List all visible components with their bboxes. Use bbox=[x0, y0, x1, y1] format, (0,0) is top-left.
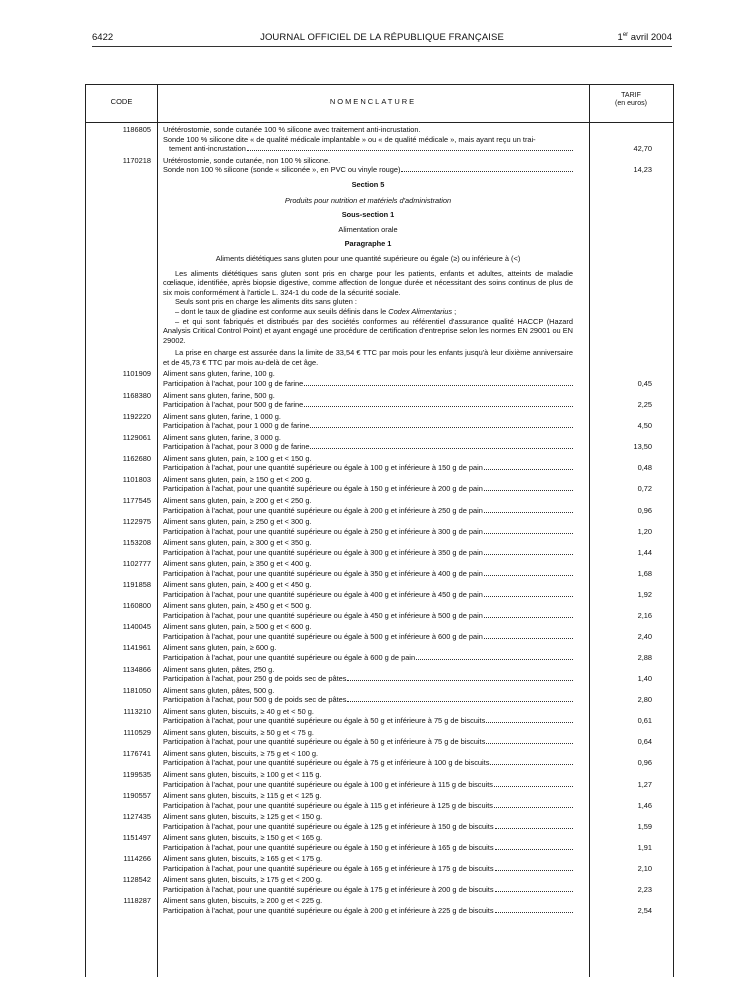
row-line: Urétérostomie, sonde cutanée, non 100 % silicone. bbox=[163, 155, 331, 165]
row-code: 1114266 bbox=[123, 854, 151, 864]
row-price: 2,80 bbox=[637, 695, 652, 705]
table-row bbox=[86, 665, 673, 684]
row-price: 0,64 bbox=[637, 737, 652, 747]
row-code: 1113210 bbox=[123, 706, 151, 716]
tariff-table bbox=[85, 84, 674, 977]
row-price: 1,40 bbox=[637, 674, 652, 684]
table-row bbox=[86, 791, 673, 810]
table-row bbox=[86, 559, 673, 578]
row-price: 14,23 bbox=[633, 165, 652, 175]
header-tarif: TARIF (en euros) bbox=[615, 92, 647, 107]
row-line: Participation à l'achat, pour une quantité supérieure ou égale à 500 g et inférieure à 600 g de pain bbox=[163, 632, 483, 641]
header-code: CODE bbox=[110, 97, 133, 106]
row-code: 1151497 bbox=[122, 833, 151, 843]
table-row bbox=[86, 622, 673, 641]
row-line: Participation à l'achat, pour 250 g de poids sec de pâtes bbox=[163, 674, 347, 684]
row-code: 1153208 bbox=[122, 538, 151, 548]
row-line: Participation à l'achat, pour une quantité supérieure ou égale à 50 g et inférieure à 75 g de biscuits bbox=[163, 737, 486, 747]
table-row bbox=[86, 749, 673, 768]
row-line: Participation à l'achat, pour une quantité supérieure ou égale à 50 g et inférieure à 75 g de biscuits bbox=[163, 716, 486, 726]
row-line: Aliment sans gluten, pain, ≥ 400 g et < 450 g. bbox=[163, 580, 312, 590]
row-code: 1129061 bbox=[122, 432, 151, 442]
row-line: Aliment sans gluten, biscuits, ≥ 165 g et < 175 g. bbox=[163, 854, 323, 864]
table-row bbox=[86, 580, 673, 599]
issue-date: 1er avril 2004 bbox=[617, 32, 672, 44]
row-line: Participation à l'achat, pour une quantité supérieure ou égale à 150 g et inférieure à 200 g de pain bbox=[163, 484, 483, 494]
paragraph-title: Paragraphe 1 bbox=[344, 239, 392, 249]
row-price: 1,92 bbox=[637, 589, 652, 599]
table-row bbox=[86, 538, 673, 557]
table-row bbox=[86, 156, 673, 175]
table-row bbox=[86, 496, 673, 515]
row-code: 1170218 bbox=[122, 155, 151, 165]
paragraph-subtitle: Aliments diététiques sans gluten pour une quantité supérieure ou égale (≥) ou inférieure à (<) bbox=[215, 253, 521, 263]
row-code: 1101803 bbox=[122, 474, 151, 484]
row-code: 1118287 bbox=[123, 896, 151, 906]
row-line: Participation à l'achat, pour une quantité supérieure ou égale à 200 g et inférieure à 250 g de pain bbox=[163, 505, 483, 515]
table-row bbox=[86, 369, 673, 388]
row-price: 0,48 bbox=[637, 463, 652, 473]
row-price: 1,44 bbox=[637, 547, 652, 557]
row-line: Aliment sans gluten, biscuits, ≥ 125 g et < 150 g. bbox=[163, 812, 323, 822]
row-line: Participation à l'achat, pour 100 g de farine bbox=[163, 379, 304, 389]
row-price: 42,70 bbox=[633, 144, 652, 154]
row-line: Aliment sans gluten, biscuits, ≥ 115 g et < 125 g. bbox=[163, 791, 322, 801]
table-row bbox=[86, 454, 673, 473]
table-row bbox=[86, 391, 673, 410]
row-line: Participation à l'achat, pour une quantité supérieure ou égale à 600 g de pain bbox=[163, 653, 416, 663]
row-line: Aliment sans gluten, biscuits, ≥ 150 g et < 165 g. bbox=[163, 833, 323, 843]
subsection-subtitle: Alimentation orale bbox=[338, 224, 398, 234]
table-row bbox=[86, 433, 673, 452]
table-row bbox=[86, 707, 673, 726]
row-line: Participation à l'achat, pour une quantité supérieure ou égale à 75 g et inférieure à 100 g de biscuits bbox=[163, 758, 490, 768]
row-code: 1101909 bbox=[122, 369, 151, 379]
row-code: 1192220 bbox=[122, 411, 151, 421]
row-line: Participation à l'achat, pour 3 000 g de farine bbox=[163, 442, 310, 452]
section-subtitle: Produits pour nutrition et matériels d'administration bbox=[284, 195, 452, 205]
table-row bbox=[86, 896, 673, 915]
row-code: 1122975 bbox=[122, 517, 151, 527]
row-line: tement anti-incrustation bbox=[169, 144, 246, 154]
running-head bbox=[92, 32, 672, 47]
row-price: 1,46 bbox=[637, 800, 652, 810]
table-row bbox=[86, 770, 673, 789]
row-price: 2,54 bbox=[637, 906, 652, 916]
row-line: Aliment sans gluten, farine, 3 000 g. bbox=[163, 432, 281, 442]
row-line: Aliment sans gluten, farine, 500 g. bbox=[163, 390, 275, 400]
journal-title: JOURNAL OFFICIEL DE LA RÉPUBLIQUE FRANÇAISE bbox=[260, 32, 504, 43]
row-line: Aliment sans gluten, pain, ≥ 300 g et < 350 g. bbox=[163, 538, 312, 548]
row-code: 1190557 bbox=[122, 791, 151, 801]
row-code: 1191858 bbox=[122, 580, 151, 590]
item-list bbox=[86, 369, 673, 915]
row-line: Aliment sans gluten, biscuits, ≥ 175 g et < 200 g. bbox=[163, 875, 323, 885]
row-line: Aliment sans gluten, pain, ≥ 150 g et < 200 g. bbox=[163, 474, 312, 484]
table-row bbox=[86, 125, 673, 154]
row-code: 1127435 bbox=[122, 812, 151, 822]
row-line: Participation à l'achat, pour une quantité supérieure ou égale à 400 g et inférieure à 450 g de pain bbox=[163, 589, 483, 599]
row-line: Participation à l'achat, pour une quantité supérieure ou égale à 100 g et inférieure à 150 g de pain bbox=[163, 463, 483, 473]
row-price: 0,96 bbox=[637, 505, 652, 515]
row-line: Participation à l'achat, pour 1 000 g de farine bbox=[163, 421, 310, 431]
row-line: Aliment sans gluten, pain, ≥ 600 g. bbox=[163, 643, 277, 653]
row-line: Participation à l'achat, pour 500 g de poids sec de pâtes bbox=[163, 695, 347, 705]
row-line: Participation à l'achat, pour une quantité supérieure ou égale à 450 g et inférieure à 500 g de pain bbox=[163, 610, 483, 620]
page-number: 6422 bbox=[92, 32, 114, 43]
table-body bbox=[86, 125, 673, 918]
row-price: 0,96 bbox=[637, 758, 652, 768]
row-line: Aliment sans gluten, pain, ≥ 500 g et < 600 g. bbox=[163, 622, 312, 632]
table-row bbox=[86, 728, 673, 747]
row-code: 1141961 bbox=[122, 643, 151, 653]
row-line: Urétérostomie, sonde cutanée 100 % silicone avec traitement anti-incrustation. bbox=[163, 125, 421, 134]
row-line: Participation à l'achat, pour une quantité supérieure ou égale à 250 g et inférieure à 300 g de pain bbox=[163, 526, 483, 536]
row-code: 1168380 bbox=[122, 390, 151, 400]
table-row bbox=[86, 412, 673, 431]
table-header bbox=[86, 85, 673, 123]
row-line: Participation à l'achat, pour une quantité supérieure ou égale à 100 g et inférieure à 115 g de biscuits bbox=[163, 779, 493, 789]
row-line: Aliment sans gluten, biscuits, ≥ 200 g et < 225 g. bbox=[163, 896, 323, 906]
row-price: 4,50 bbox=[637, 421, 652, 431]
subsection-title: Sous-section 1 bbox=[341, 210, 395, 220]
row-line: Participation à l'achat, pour une quantité supérieure ou égale à 300 g et inférieure à 350 g de pain bbox=[163, 547, 483, 557]
row-line: Participation à l'achat, pour une quantité supérieure ou égale à 115 g et inférieure à 125 g de biscuits bbox=[163, 800, 493, 810]
row-line: Aliment sans gluten, biscuits, ≥ 100 g et < 115 g. bbox=[163, 769, 322, 779]
table-row bbox=[86, 517, 673, 536]
table-row bbox=[86, 812, 673, 831]
table-row bbox=[86, 601, 673, 620]
row-line: Aliment sans gluten, biscuits, ≥ 40 g et < 50 g. bbox=[163, 706, 314, 716]
row-price: 2,88 bbox=[637, 653, 652, 663]
row-price: 2,10 bbox=[637, 863, 652, 873]
table-row bbox=[86, 686, 673, 705]
row-line: Participation à l'achat, pour une quantité supérieure ou égale à 165 g et inférieure à 175 g de biscuits bbox=[163, 863, 494, 873]
table-row bbox=[86, 854, 673, 873]
row-price: 1,68 bbox=[637, 568, 652, 578]
row-line: Participation à l'achat, pour 500 g de farine bbox=[163, 400, 304, 410]
row-line: Participation à l'achat, pour une quantité supérieure ou égale à 350 g et inférieure à 400 g de pain bbox=[163, 568, 483, 578]
row-line: Aliment sans gluten, farine, 1 000 g. bbox=[163, 411, 281, 421]
row-line: Aliment sans gluten, pain, ≥ 100 g et < 150 g. bbox=[163, 453, 312, 463]
row-line: Aliment sans gluten, farine, 100 g. bbox=[163, 369, 275, 379]
row-code: 1176741 bbox=[122, 748, 151, 758]
row-price: 2,23 bbox=[637, 884, 652, 894]
table-row bbox=[86, 875, 673, 894]
row-price: 0,45 bbox=[637, 379, 652, 389]
row-code: 1110529 bbox=[123, 727, 151, 737]
row-code: 1199535 bbox=[122, 769, 151, 779]
row-code: 1128542 bbox=[122, 875, 151, 885]
row-price: 2,16 bbox=[637, 610, 652, 620]
row-line: Participation à l'achat, pour une quantité supérieure ou égale à 125 g et inférieure à 150 g de biscuits bbox=[163, 821, 494, 831]
row-line: Aliment sans gluten, pain, ≥ 200 g et < 250 g. bbox=[163, 495, 312, 505]
row-code: 1177545 bbox=[122, 495, 151, 505]
row-code: 1102777 bbox=[122, 559, 151, 569]
row-code: 1162680 bbox=[122, 453, 151, 463]
row-line: Aliment sans gluten, pâtes, 500 g. bbox=[163, 685, 275, 695]
row-line: Participation à l'achat, pour une quantité supérieure ou égale à 150 g et inférieure à 165 g de biscuits bbox=[163, 842, 494, 852]
row-line: Aliment sans gluten, biscuits, ≥ 50 g et < 75 g. bbox=[163, 727, 314, 737]
row-line: Sonde non 100 % silicone (sonde « siliconée », en PVC ou vinyle rouge) bbox=[163, 165, 401, 175]
table-row bbox=[86, 833, 673, 852]
row-line: Aliment sans gluten, pain, ≥ 450 g et < 500 g. bbox=[163, 601, 312, 611]
table-row bbox=[86, 643, 673, 662]
row-code: 1160800 bbox=[122, 601, 151, 611]
row-price: 1,59 bbox=[637, 821, 652, 831]
table-row bbox=[86, 475, 673, 494]
row-price: 1,20 bbox=[637, 526, 652, 536]
row-price: 13,50 bbox=[633, 442, 652, 452]
intro-text: Les aliments diététiques sans gluten sont pris en charge pour les patients, enfants et adultes, atteints de maladie cœliaque, identifiée, après biopsie digestive, comme affection de longue durée et nécessitant des soins continus de plus de six mois conformément à l'article L. 324-1 du code de la sécurité sociale. Seuls sont pris en charge les aliments dits sans gluten : – dont le taux de gliadine est conforme aux seuils définis dans le Codex Alimentarius ; – et qui sont fabriqués et distribués par des sociétés conformes au référentiel d'assurance qualité HACCP (Hazard Analysis Critical Control Point) et ayant engagé une procédure de certification d'entreprise selon les normes EN 29001 ou EN 29002. La prise en charge est assurée dans la limite de 33,54 € TTC par mois pour les enfants jusqu'à leur dixième anniversaire et de 45,73 € TTC par mois au-delà de cet âge. bbox=[163, 268, 573, 367]
row-code: 1134866 bbox=[122, 664, 151, 674]
row-line: Aliment sans gluten, pain, ≥ 250 g et < 300 g. bbox=[163, 517, 312, 527]
row-price: 0,72 bbox=[637, 484, 652, 494]
row-line: Aliment sans gluten, pain, ≥ 350 g et < 400 g. bbox=[163, 559, 312, 569]
row-code: 1140045 bbox=[122, 622, 151, 632]
row-line: Aliment sans gluten, pâtes, 250 g. bbox=[163, 664, 275, 674]
row-price: 2,25 bbox=[637, 400, 652, 410]
row-price: 2,40 bbox=[637, 632, 652, 641]
row-line: Aliment sans gluten, biscuits, ≥ 75 g et < 100 g. bbox=[163, 748, 319, 758]
row-code: 1181050 bbox=[122, 685, 151, 695]
section-title: Section 5 bbox=[351, 179, 385, 189]
row-line: Participation à l'achat, pour une quantité supérieure ou égale à 200 g et inférieure à 225 g de biscuits bbox=[163, 906, 494, 916]
row-price: 1,91 bbox=[637, 842, 652, 852]
row-line: Participation à l'achat, pour une quantité supérieure ou égale à 175 g et inférieure à 200 g de biscuits bbox=[163, 884, 494, 894]
row-price: 0,61 bbox=[637, 716, 652, 726]
row-price: 1,27 bbox=[637, 779, 652, 789]
header-nomenclature: NOMENCLATURE bbox=[329, 97, 417, 106]
row-code: 1186805 bbox=[122, 125, 151, 134]
row-line: Sonde 100 % silicone dite « de qualité médicale implantable » ou « de qualité médicale », mais ayant reçu un trai- bbox=[163, 134, 536, 144]
